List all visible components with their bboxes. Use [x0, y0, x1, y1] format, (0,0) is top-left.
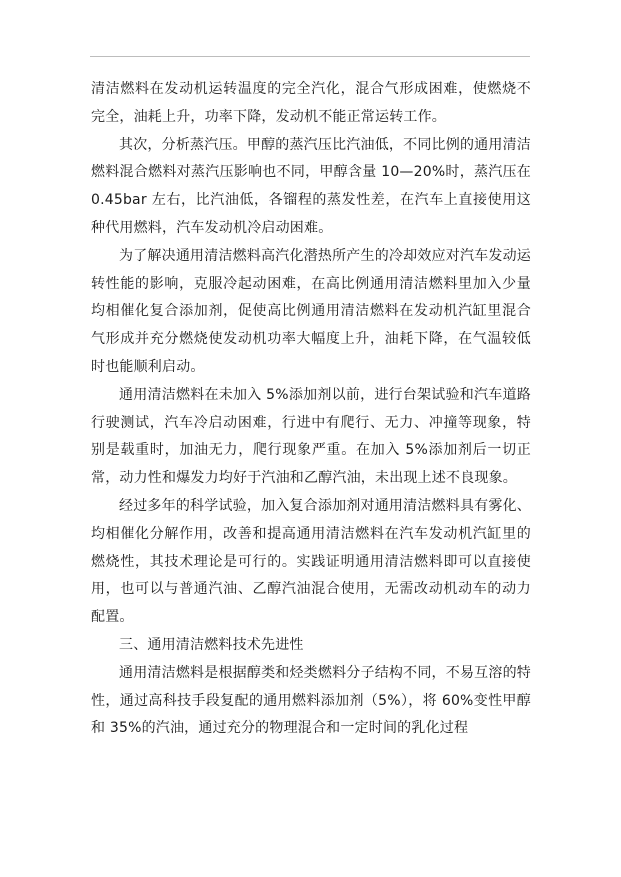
paragraph: 通用清洁燃料在未加入 5%添加剂以前，进行台架试验和汽车道路行驶测试，汽车冷启动困难，行进中有爬行、无力、冲撞等现象，特别是载重时，加油无力，爬行现象严重。在加入 5%添加剂后一切正常，动力性和爆发力均好于汽油和乙醇汽油，未出现上述不良现象。	[91, 386, 531, 487]
paragraph: 为了解决通用清洁燃料高汽化潜热所产生的冷却效应对汽车发动运转性能的影响，克服冷起动困难，在高比例通用清洁燃料里加入少量均相催化复合添加剂，促使高比例通用清洁燃料在发动机汽缸里混合气形成并充分燃烧使发动机功率大幅度上升，油耗下降，在气温较低时也能顺利启动。	[91, 247, 531, 375]
section-heading: 三、通用清洁燃料技术先进性	[119, 636, 304, 653]
paragraph: 其次，分析蒸汽压。甲醇的蒸汽压比汽油低，不同比例的通用清洁燃料混合燃料对蒸汽压影响也不同，甲醇含量 10—20%时，蒸汽压在 0.45bar 左右，比汽油低，各镏程的蒸发性差，在汽车上直接使用这种代用燃料，汽车发动机冷启动困难。	[91, 136, 531, 236]
header-divider	[90, 56, 530, 57]
document-body	[91, 76, 531, 743]
paragraph: 通用清洁燃料是根据醇类和烃类燃料分子结构不同，不易互溶的特性，通过高科技手段复配的通用燃料添加剂（5%），将 60%变性甲醇和 35%的汽油，通过充分的物理混合和一定时间的乳化过程	[91, 664, 531, 737]
paragraph: 经过多年的科学试验，加入复合添加剂对通用清洁燃料具有雾化、均相催化分解作用，改善和提高通用清洁燃料在汽车发动机汽缸里的燃烧性，其技术理论是可行的。实践证明通用清洁燃料即可以直接使用，也可以与普通汽油、乙醇汽油混合使用，无需改动机动车的动力配置。	[91, 497, 531, 626]
paragraph: 清洁燃料在发动机运转温度的完全汽化，混合气形成困难，使燃烧不完全，油耗上升，功率下降，发动机不能正常运转工作。	[91, 81, 531, 125]
